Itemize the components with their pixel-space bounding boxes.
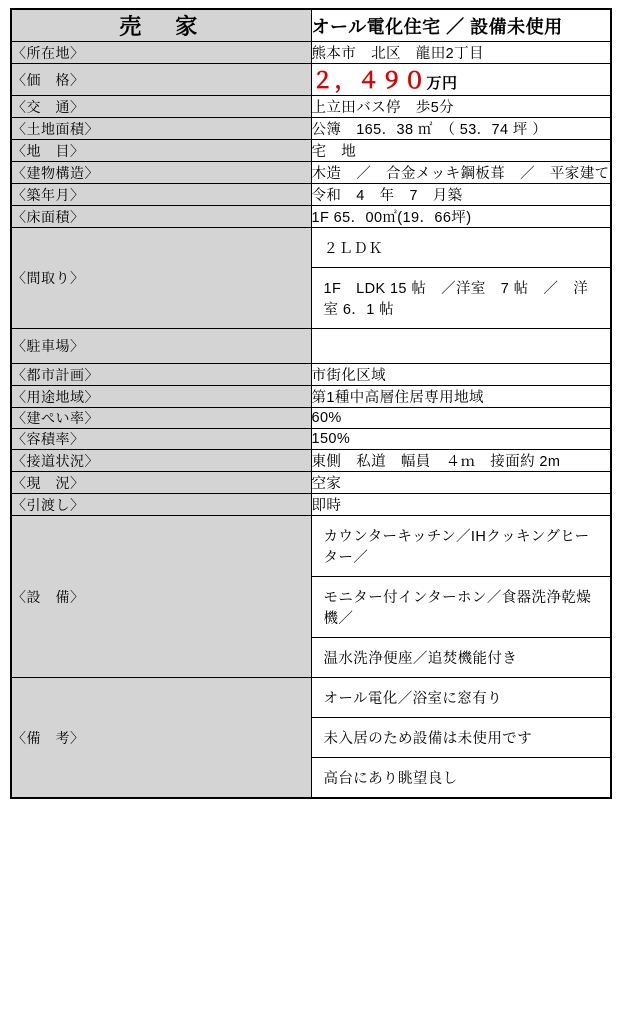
- table-row: [11, 118, 611, 140]
- layout-line: ２ＬＤＫ: [312, 228, 611, 268]
- row-value-floor-area: 1F 65．00㎡(19．66坪): [311, 206, 611, 228]
- table-row: [11, 429, 611, 450]
- row-value-floor-area-ratio: 150%: [311, 429, 611, 450]
- row-value-land-area: 公簿 165．38 ㎡ （ 53．74 坪 ）: [311, 118, 611, 140]
- row-label-use-district: 〈用途地域〉: [11, 386, 311, 408]
- table-row: [11, 42, 611, 64]
- table-row: [11, 206, 611, 228]
- row-label-price: 〈価 格〉: [11, 64, 311, 96]
- row-value-use-district: 第1種中高層住居専用地域: [311, 386, 611, 408]
- row-label-land-area: 〈土地面積〉: [11, 118, 311, 140]
- row-value-remarks: [311, 678, 611, 799]
- remarks-line: オール電化／浴室に窓有り: [312, 678, 611, 718]
- table-row: [11, 678, 611, 799]
- row-label-road-access: 〈接道状況〉: [11, 450, 311, 472]
- header-title-cell: オール電化住宅 ／ 設備未使用: [311, 9, 611, 42]
- row-value-structure: 木造 ／ 合金メッキ鋼板葺 ／ 平家建て: [311, 162, 611, 184]
- row-label-current-status: 〈現 況〉: [11, 472, 311, 494]
- table-row: [11, 140, 611, 162]
- row-label-equipment: 〈設 備〉: [11, 516, 311, 678]
- table-row: [11, 516, 611, 678]
- row-label-floor-area: 〈床面積〉: [11, 206, 311, 228]
- table-row: [11, 228, 611, 329]
- row-label-structure: 〈建物構造〉: [11, 162, 311, 184]
- row-label-build-date: 〈築年月〉: [11, 184, 311, 206]
- table-row: [11, 184, 611, 206]
- row-value-build-date: 令和 4 年 7 月築: [311, 184, 611, 206]
- row-label-building-coverage: 〈建ぺい率〉: [11, 408, 311, 429]
- row-label-handover: 〈引渡し〉: [11, 494, 311, 516]
- price-unit: 万円: [426, 75, 458, 92]
- remarks-line: 高台にあり眺望良し: [323, 771, 458, 787]
- row-label-parking: 〈駐車場〉: [11, 329, 311, 364]
- table-row: [11, 329, 611, 364]
- table-header-row: [11, 9, 611, 42]
- equipment-line: モニター付インターホン／食器洗浄乾燥機／: [312, 577, 611, 638]
- equipment-line: カウンターキッチン／IHクッキングヒーター／: [312, 516, 611, 577]
- table-row: [11, 64, 611, 96]
- table-row: [11, 386, 611, 408]
- row-value-price: [311, 64, 611, 96]
- row-value-transport: 上立田バス停 歩5分: [311, 96, 611, 118]
- row-label-location: 〈所在地〉: [11, 42, 311, 64]
- row-value-location: 熊本市 北区 龍田2丁目: [311, 42, 611, 64]
- table-row: [11, 364, 611, 386]
- table-row: [11, 494, 611, 516]
- table-row: [11, 96, 611, 118]
- header-label-cell: 売 家: [11, 9, 311, 42]
- row-label-city-planning: 〈都市計画〉: [11, 364, 311, 386]
- row-value-parking: [311, 329, 611, 364]
- row-label-transport: 〈交 通〉: [11, 96, 311, 118]
- row-value-building-coverage: 60%: [311, 408, 611, 429]
- row-label-layout: 〈間取り〉: [11, 228, 311, 329]
- equipment-line: 温水洗浄便座／追焚機能付き: [323, 651, 518, 667]
- row-value-road-access: 東側 私道 幅員 ４ｍ 接面約 2m: [311, 450, 611, 472]
- remarks-line: 未入居のため設備は未使用です: [312, 718, 611, 758]
- row-value-equipment: [311, 516, 611, 678]
- row-label-remarks: 〈備 考〉: [11, 678, 311, 799]
- table-row: [11, 472, 611, 494]
- price-amount: ２，４９０: [311, 68, 427, 93]
- row-value-handover: 即時: [311, 494, 611, 516]
- layout-line: 1F LDK 15 帖 ／洋室 7 帖 ／ 洋室 6．1 帖: [323, 281, 589, 318]
- property-spec-table: [10, 8, 612, 799]
- table-row: [11, 450, 611, 472]
- row-value-layout: [311, 228, 611, 329]
- table-body: [11, 9, 611, 798]
- row-label-land-category: 〈地 目〉: [11, 140, 311, 162]
- row-label-floor-area-ratio: 〈容積率〉: [11, 429, 311, 450]
- row-value-city-planning: 市街化区域: [311, 364, 611, 386]
- table-row: [11, 162, 611, 184]
- table-row: [11, 408, 611, 429]
- row-value-current-status: 空家: [311, 472, 611, 494]
- row-value-land-category: 宅 地: [311, 140, 611, 162]
